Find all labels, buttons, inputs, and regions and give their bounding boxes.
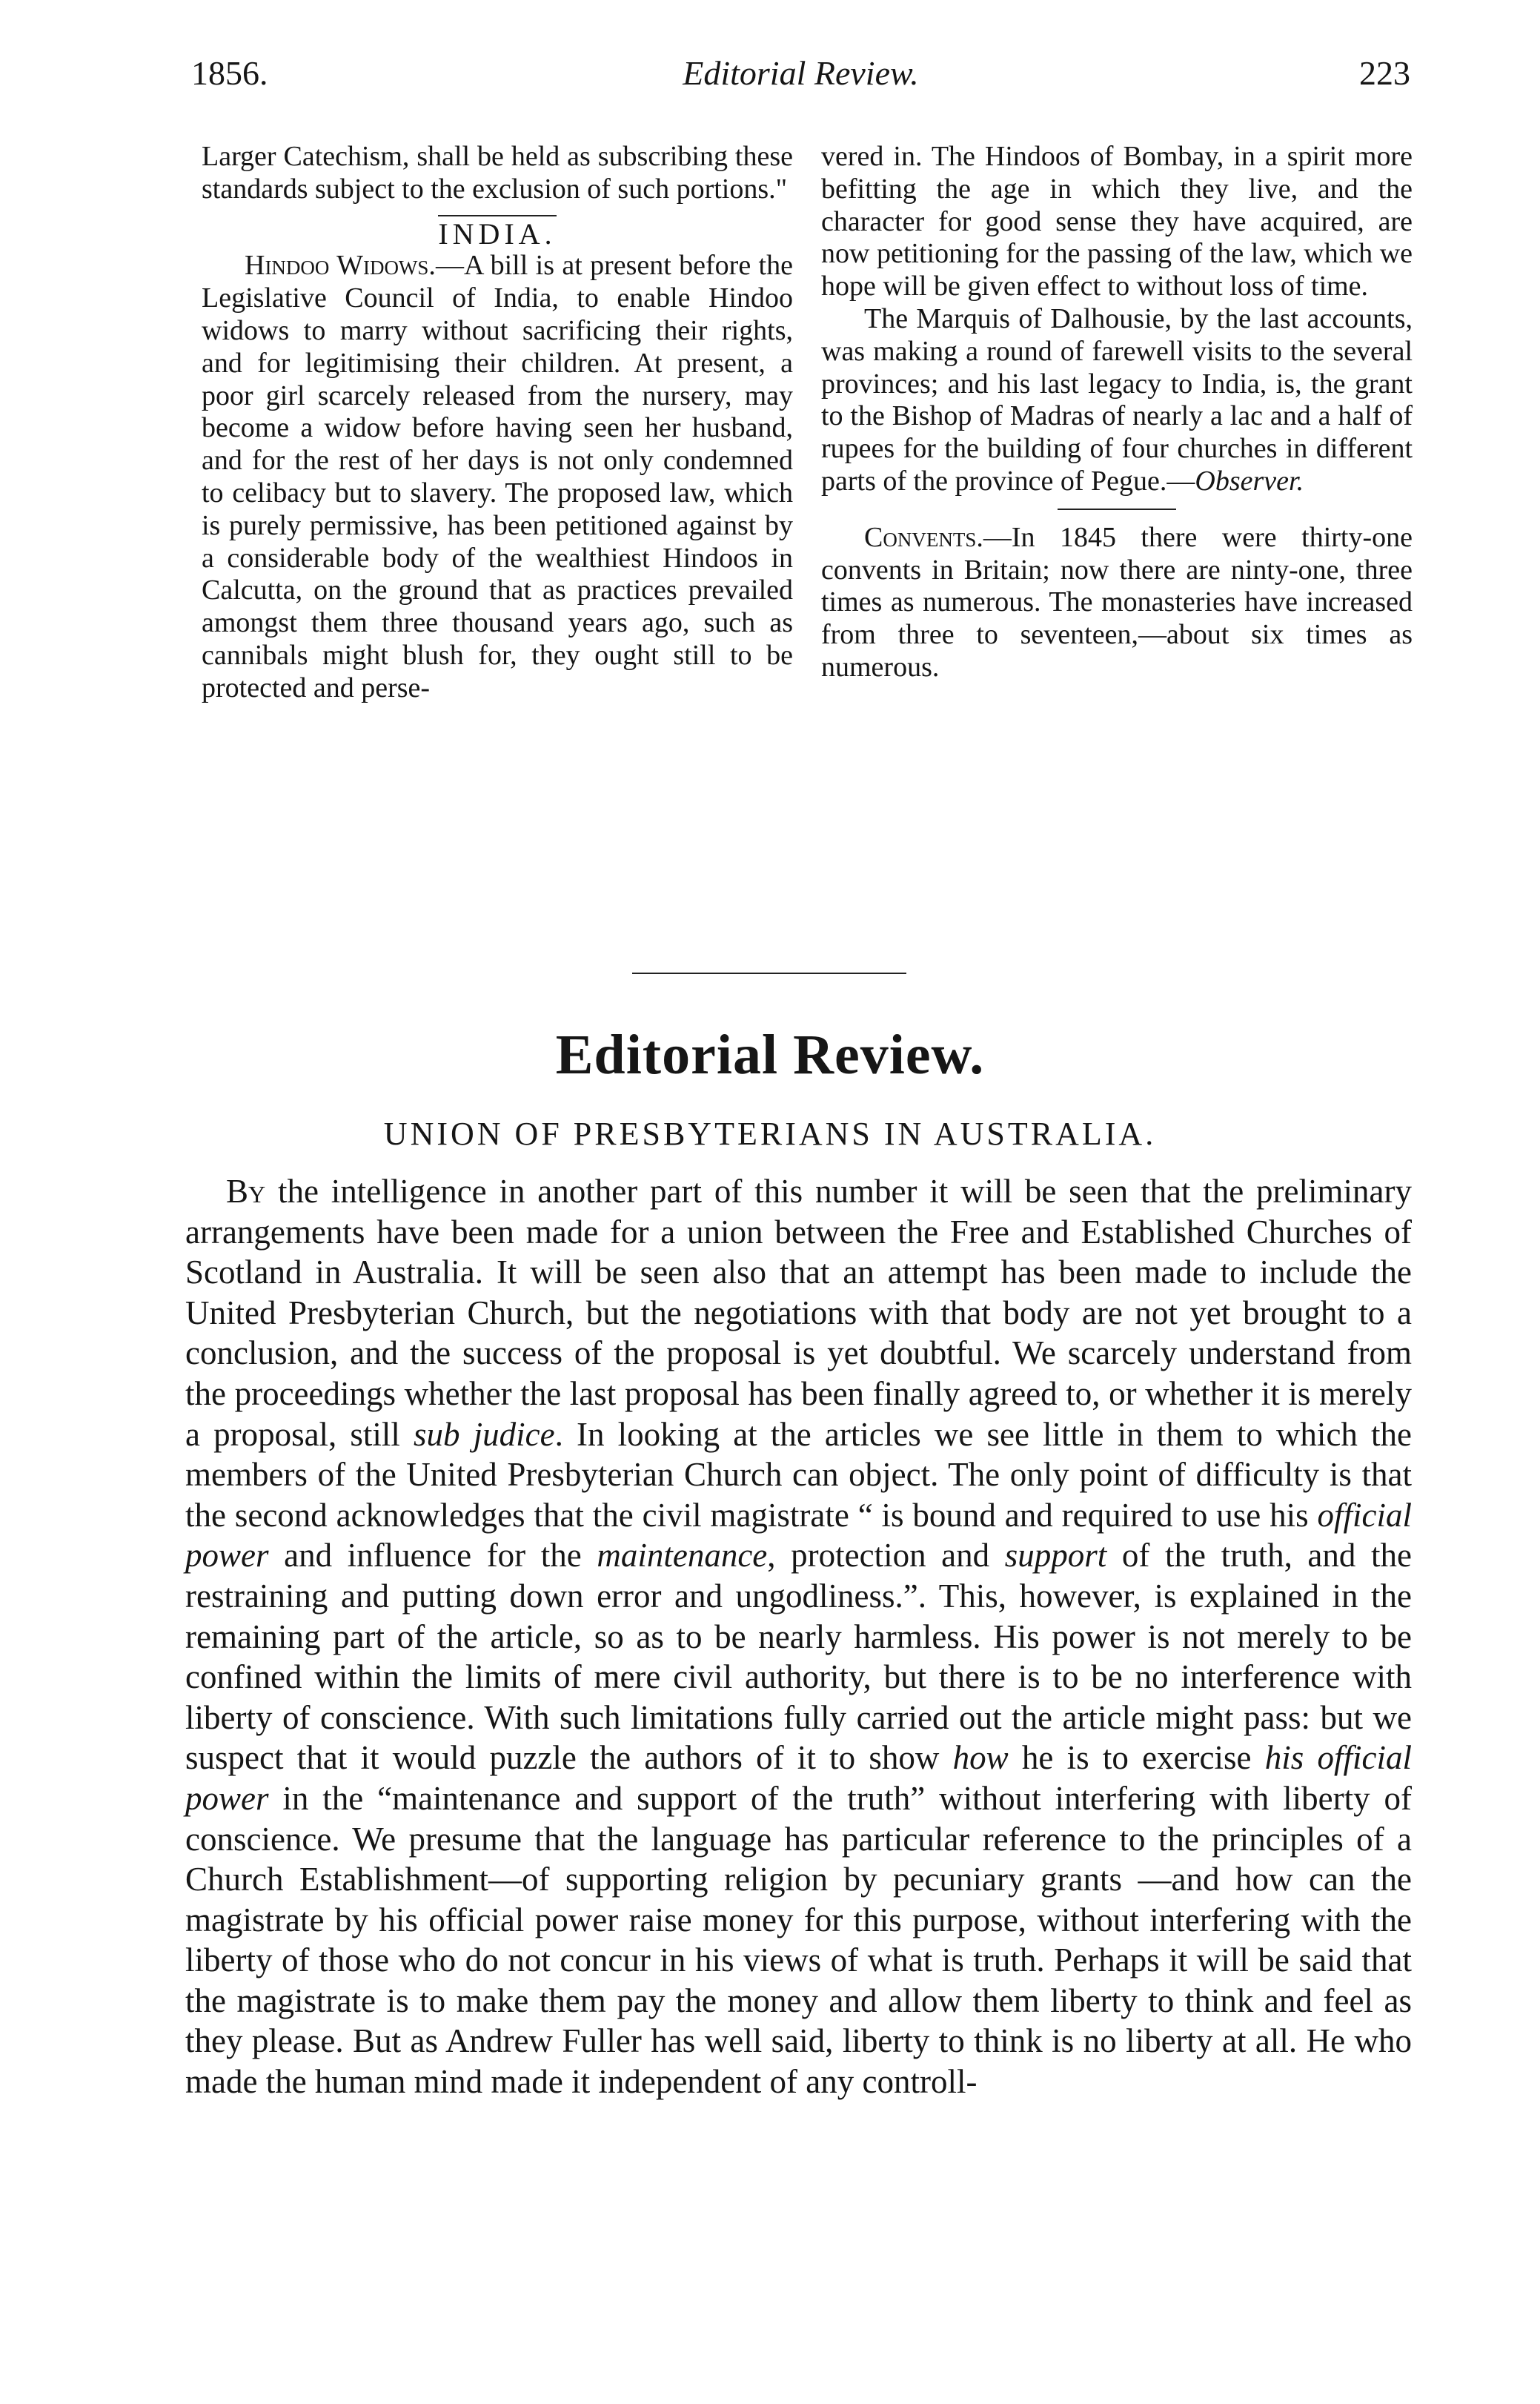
left-column — [202, 141, 793, 705]
dalhousie-source: Observer. — [1195, 465, 1304, 497]
text-run: he is to exercise — [1008, 1739, 1265, 1777]
text-run: and influence for the — [268, 1537, 597, 1574]
convents-article — [821, 522, 1413, 684]
editorial-subtitle: UNION OF PRESBYTERIANS IN AUSTRALIA. — [383, 1116, 1157, 1152]
dalhousie-article — [821, 303, 1413, 498]
italic-run: official power — [185, 1496, 1412, 1574]
right-column — [821, 141, 1413, 684]
article-rule — [1058, 509, 1176, 510]
italic-run: his official power — [185, 1739, 1412, 1817]
article-body: —A bill is at present before the Legislative Council of India, to enable Hindoo widows to marry without sacrificing their rights, and for legitimising their children. At present, a poor girl scarcely released from the nursery, may become a widow before having seen her husband, and for the rest of her days is not only condemned to celibacy but to slavery. The proposed law, which is purely permissive, has been petitioned against by a considerable body of the wealthiest Hindoos in Calcutta, on the ground that as practices prevailed amongst them three thousand years ago, such as cannibals might blush for, they ought still to be protected and perse- — [202, 250, 793, 703]
text-run: in the “maintenance and support of the truth” without interfering with liberty of conscience. We presume that the language has particular reference to the principles of a Church Establishment—of supporting religion by pecuniary grants —and how can the magistrate by his official power raise money for this purpose, without interfering with the liberty of those who do not concur in his views of what is truth. Perhaps it will be said that the magistrate is to make them pay the money and allow them liberty to think and feel as they please. But as Andrew Fuller has well said, liberty to think is no liberty at all. He who made the human mind made it independent of any controll- — [185, 1779, 1412, 2101]
dalhousie-body: The Marquis of Dalhousie, by the last accounts, was making a round of farewell visits to the several provinces; and his last legacy to India, is, the grant to the Bishop of Madras of nearly a lac and a half of rupees for the building of four churches in different parts of the province of Pegue.— — [821, 302, 1413, 497]
drop-word: By — [226, 1173, 266, 1210]
page-header — [191, 53, 1410, 113]
article-lead: Hindoo Widows. — [245, 250, 436, 282]
text-run: , protection and — [767, 1537, 1005, 1574]
catechism-continuation: Larger Catechism, shall be held as subscribing these standards subject to the exclusion of such portions." — [202, 141, 793, 205]
section-rule — [438, 215, 557, 216]
italic-run: maintenance — [597, 1537, 768, 1574]
italic-run: sub judice — [414, 1415, 555, 1453]
page-number: 223 — [1359, 54, 1410, 92]
section-heading-india: INDIA. — [438, 216, 557, 251]
editorial-body — [185, 1171, 1412, 2102]
widows-continuation: vered in. The Hindoos of Bombay, in a spirit more befitting the age in which they live, and the character for good sense they have acquired, are now petitioning for the passing of the law, which we hope will be given effect to without loss of time. — [821, 141, 1413, 302]
editorial-paragraph — [185, 1171, 1412, 2102]
italic-run: support — [1004, 1537, 1107, 1574]
editorial-title: Editorial Review. — [555, 1024, 985, 1086]
text-run: of the truth, and the restraining and putting down error and ungodliness.”. This, however, is explained in the remaining part of the article, so as to be nearly harmless. His power is not merely to be confined within the limits of mere civil authority, but there is to be no interference with liberty of conscience. With such limitations fully carried out the article might pass: but we suspect that it would puzzle the authors of it to show — [185, 1537, 1412, 1777]
running-title: Editorial Review. — [683, 54, 919, 92]
hindoo-widows-article — [202, 250, 793, 704]
text-run: the intelligence in another part of this number it will be seen that the preliminary arrangements have been made for a union between the Free and Established Churches of Scotland in Australia. It will be seen also that an attempt has been made to include the United Presbyterian Church, but the negotiations with that body are not yet brought to a conclusion, and the success of the proposal is yet doubtful. We scarcely understand from the proceedings whether the last proposal has been finally agreed to, or whether it is merely a proposal, still — [185, 1173, 1412, 1453]
italic-run: how — [952, 1739, 1009, 1777]
text-run: . In looking at the articles we see little in them to which the members of the United Presbyterian Church can object. The only point of difficulty is that the second acknowledges that the civil magistrate “ is bound and required to use his — [185, 1415, 1412, 1534]
section-divider — [632, 973, 906, 974]
convents-body: —In 1845 there were thirty-one convents in Britain; now there are ninty-one, three times as numerous. The monasteries have increased from three to seventeen,—about six times as numerous. — [821, 521, 1413, 683]
convents-lead: Convents. — [864, 521, 983, 553]
header-year: 1856. — [191, 54, 268, 92]
